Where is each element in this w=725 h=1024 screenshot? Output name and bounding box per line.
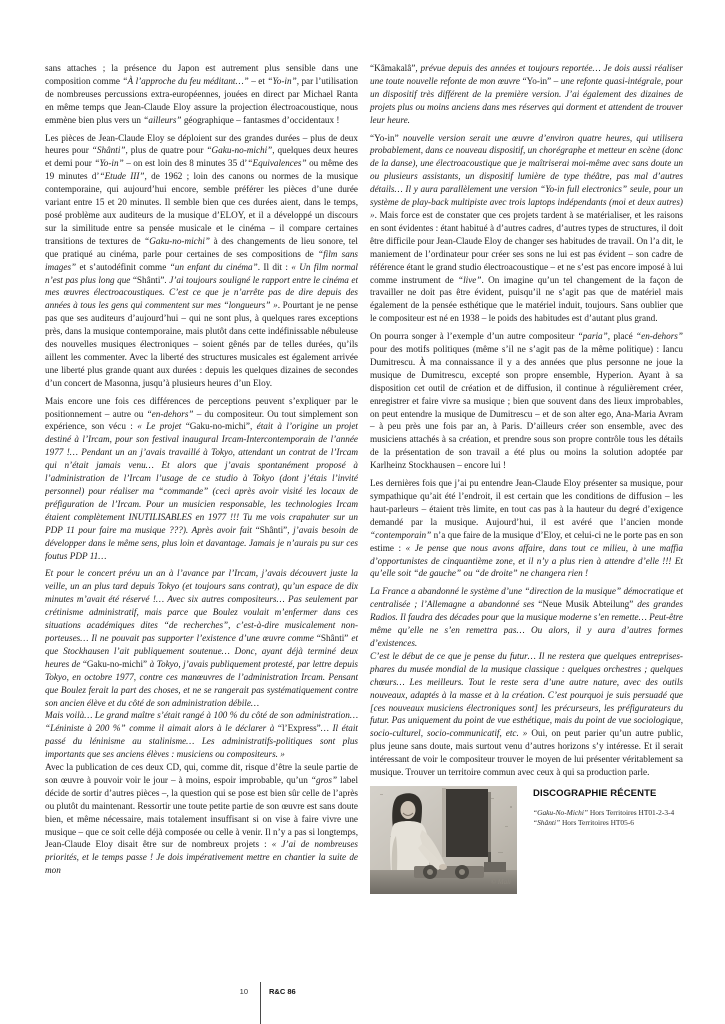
text-run: géographique – fantasmes d’occidentaux ! xyxy=(181,114,340,125)
article-column-right-text xyxy=(370,62,683,779)
text-run: “en-dehors” xyxy=(146,408,194,419)
paragraph xyxy=(45,567,358,709)
text-run: “Shânti” xyxy=(255,524,288,535)
discography-section xyxy=(533,786,674,829)
text-run: Et pour le concert prévu un an à l’avance par l’Ircam, j’avais découvert juste la veille, un an plus tard depuis Tokyo (et toujours sans contrat), qu’un espace de dix minutes m’avait été réservé !… Avec six autres compositeurs… Pas seulement par crétinisme administratif, mais parce que Boulez voulait m’enfermer dans ces situations académiques dites “de recherches”, c’est-à-dire musicalement non-porteuses… Il ne pouvait pas supporter l’existence d’une œuvre comme xyxy=(45,568,358,643)
discography-list xyxy=(533,808,674,829)
text-run: “gros” xyxy=(310,774,338,785)
paragraph xyxy=(370,330,683,472)
text-run: n’a que faire de la musique d’Eloy, et celui-ci ne le porte pas en son estime : xyxy=(370,529,683,553)
media-row xyxy=(370,786,683,894)
text-run: sans attaches ; la présence du Japon est autrement plus sensible dans une composition comme xyxy=(45,63,358,86)
text-run: « J’ai de nombreuses priorités, et le temps passe ! Je dois impérativement mettre en chantier la suite de mon xyxy=(45,839,358,876)
text-run: des grandes Radios. Il faudra des décades pour que la musique moderne s’en remette… Peut-être même qu’elle ne s’en remettra pas… Ou alors, il y aura d’autres formes d’existences. xyxy=(370,599,684,648)
discography-heading: DISCOGRAPHIE RÉCENTE xyxy=(533,787,657,799)
text-run: Mais encore une fois ces différences de perceptions peuvent s’expliquer par le positionnement – autre ou xyxy=(45,395,358,419)
text-run: . J’ai toujours souligné le rapport entre le cinéma et mes œuvres électroacoustiques. C’est ce que je n’arrête pas de dire depuis des années à tous les gens qui commentent sur mes “longueurs” » xyxy=(45,274,358,311)
text-run: . On imagine qu’un tel changement de la façon de travailler ne doit pas être évident, puisqu’il ne s’agit pas que de matériel mais également de la pensée esthétique que le matériel induit, toujours. Sans oublier que le compositeur est né en 1938 – le poids des habitudes est d’autant plus grand. xyxy=(370,274,683,324)
text-run: label décide de sortir d’autres pièces –, la question qui se pose est bien sûr celle de l’après ou plutôt du maintenant. Ressortir une toute petite partie de son œuvre est sans doute bien, et même nécessaire, mais totalement insuffisant si on vise à faire vivre une musique – que ce soit celle déjà composée ou celle à venir. Il n’y a pas si longtemps, Jean-Claude Eloy disait être sur de nombreux projets : xyxy=(45,774,358,850)
text-run: “Yo-in” xyxy=(267,75,297,86)
text-run: “un enfant du cinéma” xyxy=(169,261,258,272)
paragraph xyxy=(370,62,683,127)
text-run: Les dernières fois que j’ai pu entendre Jean-Claude Eloy présenter sa musique, pour sympathique qu’ait été l’endroit, il est certain que les conditions de diffusion – les haut-parleurs – étaient très limite, en tout cas pas à la hauteur du degré d’exigence demandé par la musique. Aujourd’hui, il est avéré que l’ancien monde xyxy=(370,478,683,527)
text-run: , par l’utilisation de nombreuses percussions extra-européennes, jouées en direct par Michael Ranta en même temps que Jean-Claude Eloy assure la projection électroacoustique, nous emmène bien plus vers un xyxy=(45,75,358,125)
text-run: et s’autodéfinit comme xyxy=(76,261,170,272)
text-run: “Gaku-no-michi” xyxy=(206,145,273,156)
text-run: “Gaku-no-michi” xyxy=(185,421,250,432)
article-column-right xyxy=(370,62,683,894)
paragraph xyxy=(370,585,683,650)
paragraph xyxy=(45,709,358,761)
text-run: “ailleurs” xyxy=(143,114,182,125)
text-run: – on est loin des 8 minutes 35 d’ xyxy=(123,158,248,169)
discography-item xyxy=(533,818,674,829)
text-run: “l’Express” xyxy=(277,723,321,734)
text-run: “Shânti” xyxy=(132,274,165,285)
text-run: “paria” xyxy=(577,331,608,342)
text-run: “Etude III” xyxy=(99,171,145,182)
text-run: C’est le début de ce que je pense du futur… Il ne restera que quelques entreprises-phares du musée mondial de la musique classique : quelques orchestres ; quelques chœurs… Les meilleurs. Tout le reste sera d’une autre nature, avec des outils nouveaux, adaptés à la masse et à la création. C’est pourquoi je suis persuadé que [ces nouveaux musiciens électroniques sont] les précurseurs, les préfigurateurs du futur. Pas uniquement du point de vue esthétique, mais du point de vue sociologique, socio-culturel, socio-communicatif, etc. » xyxy=(370,650,683,739)
discography-item xyxy=(533,808,674,819)
text-run: “Equivalences” xyxy=(247,158,307,169)
paragraph xyxy=(45,395,358,563)
text-run: On pourra songer à l’exemple d’un autre compositeur xyxy=(370,331,578,342)
text-run: , plus de quatre pour xyxy=(125,145,207,156)
text-run: “Neue Musik Abteilung” xyxy=(538,599,634,610)
footer-page-number: 10 xyxy=(239,987,248,996)
footer-journal-title: R&C 86 xyxy=(269,987,296,996)
paragraph xyxy=(370,477,683,580)
disco-item-title: “Shânti” xyxy=(533,818,562,828)
text-run: « Le projet xyxy=(137,421,186,432)
text-run: . Pourtant je ne pense pas que ses auditeurs d’aujourd’hui – qui ne sont plus, à quelques rares exceptions près, dans la musique contemporaine, mais plutôt dans cette indéfinissable nébuleuse des nouvelles musiques électroniques – soient gênés par de telles durées, qu’ils aillent les commenter. Avec la liberté des structures musicales est également arrivée une liberté plus grande quant aux durées : depuis les quelques dizaines de secondes d’un concert de Masonna, jusqu’à plusieurs heures d’un Eloy. xyxy=(45,300,358,388)
text-run: – et xyxy=(248,75,268,86)
text-run: à des changements de lieu sonore, tel que pratiqué au cinéma, parle pour certaines de ses compositions de xyxy=(45,235,358,259)
text-run: , de 1962 ; loin des canons ou normes de la musique contemporaine, qui aujourd’hui encore, semble préférer les pièces d’une durée variant entre 15 et 20 minutes. Il semble bien que ces durées aient, dans le temps, posé problème aux auditeurs de la musique d’ELOY, et il a développé un discours sur la similitude entre sa pensée musicale et le cinéma – il compare certaines transitions de textures de xyxy=(45,171,358,246)
text-run: . Il dit : xyxy=(257,261,292,272)
photo xyxy=(370,786,517,894)
text-run: “Yo-in” xyxy=(94,158,124,169)
text-run: “Kâmakalâ” xyxy=(370,63,416,73)
text-run: à Tokyo, j’avais publiquement protesté, par lettre depuis Tokyo, en octobre 1977, contre ces manœuvres de l’administration Ircam. Pensant que Boulez ferait la part des choses, et ne se rangerait pas systématiquement contre son ancien élève et du côté de son administration débile… xyxy=(45,658,358,708)
paragraph xyxy=(370,132,683,326)
text-run: Mais voilà… Le grand maître s’était rangé à 100 % du côté de son administration… “Léniniste à 200 %” comme il aimait alors à le déclarer à xyxy=(45,710,358,734)
text-run: , était à l’origine un projet destiné à l’Ircam, pour son festival inaugural Ircam-Intercontemporain de l’année 1977 !… Pendant un an j’avais travaillé à Tokyo, attendant un contrat de l’Ircam qui n’était jamais venu… Et alors que j’avais spontanément proposé à l’administration de l’Ircam l’usage de ce studio à Tokyo (dont j’étais l’invité personnel) pour réaliser ma “commande” (ceci après avoir visité les locaux de préfiguration de l’Ircam. Pour un musicien responsable, les technologies Ircam étaient complètement INUTILISABLES en 1977 !!! Tu me vois crapahuter sur un PDP 11 pour faire ma musique ???). Après avoir fait xyxy=(45,421,358,535)
text-run: “Shânti” xyxy=(91,145,126,156)
text-run: « Je pense que nous avons affaire, dans tout ce milieu, à une maffia d’opportunistes de cinquantième zone, et il n’y a plus rien à attendre d’elle !!! Et qu’elle soit “de gauche” ou “de droite” ne changera rien ! xyxy=(370,542,683,579)
text-run: « Un film normal n’est pas plus long que xyxy=(45,261,358,285)
text-run: – une refonte quasi-intégrale, pour un dispositif très différent de la première version. J’ai également des dizaines de projets plus ou moins anciens dans mes réserves qui dorment et attendent de trouver leur heure. xyxy=(370,75,683,125)
text-run: . Mais force est de constater que ces projets tardent à se matérialiser, et les raisons en sont évidentes : étant habitué à d’autres cadres, d’autres types de structures, il doit être difficile pour Jean-Claude Eloy de changer ses habitudes de travail. On l’a dit, le maniement de l’ordinateur pour créer ses sons ne lui est pas évident – son cadre de référence étant le grand studio électroacoustique – et ne s’est pas encore imposé à lui comme instrument de xyxy=(370,209,683,285)
text-run: , prévue depuis des années et toujours reportée… Je dois aussi réaliser une toute nouvelle refonte de mon œuvre xyxy=(370,63,683,86)
paragraph xyxy=(370,650,683,779)
footer-divider xyxy=(260,982,261,1024)
article-column-left xyxy=(45,62,358,967)
photo-credit: © Mali xyxy=(490,878,511,887)
text-run: “À l’approche du feu méditant…” xyxy=(122,75,249,86)
paragraph xyxy=(45,62,358,127)
text-run: , j’avais besoin de développer dans le même sens, plus loin et davantage. Jamais je n’aurais pu sur ces foutus PDP 11… xyxy=(45,524,358,561)
text-run: nouvelle version serait une œuvre d’environ quatre heures, qui utilisera probablement, dans ce nouveau dispositif, un chorégraphe et metteur en scène (donc de la danse), une électroacoustique que je maîtriserai moi-même avec sans doute un ou plusieurs assistants, un dispositif lumière de type théâtre, pas mal d’autres détails… Il y aura parallèlement une version “Yo-in full electronics” seule, pour un système de play-back multipiste avec trois laptops indépendants (moi et deux autres) » xyxy=(370,132,683,220)
text-run: ou même des 19 minutes d’ xyxy=(45,158,358,182)
text-run: “Shânti” xyxy=(316,632,349,643)
text-run: “Gaku-no-michi” xyxy=(82,658,148,669)
paragraph xyxy=(45,761,358,877)
paragraph xyxy=(45,132,358,390)
text-run: “contemporain” xyxy=(370,529,432,540)
text-run: Oui, on peut parier qu’un autre public, plus jeune sans doute, mais surtout venu d’autres horizons s’y intéresse. Et il serait intéressant de voir le compositeur trouver le moyen de lui présenter véritablement sa musique. Trouver un territoire commun avec ceux à qui sa production parle. xyxy=(370,728,683,778)
text-run: et que Stockhausen l’ait publiquement soutenue… Donc, ayant déjà terminé deux heures de xyxy=(45,632,358,669)
text-run: , placé xyxy=(607,331,637,342)
disco-item-label: Hors Territoires HT05-6 xyxy=(561,818,634,828)
disco-item-label: Hors Territoires HT01-2-3-4 xyxy=(589,807,675,817)
text-run: “Yo-in” xyxy=(522,75,552,86)
text-run: “film sans images” xyxy=(45,248,358,272)
text-run: … Il était passé du léninisme au stalinisme… Les administratifs-politiques sont plus importants que ses anciens élèves : musiciens ou compositeurs. » xyxy=(45,723,358,760)
text-run: “en-dehors” xyxy=(636,331,683,342)
text-run: , quelques deux heures et demi pour xyxy=(45,145,358,169)
text-run: Avec la publication de ces deux CD, qui, comme dit, risque d’être la seule partie de son œuvre à pouvoir voir le jour – à moins, espoir improbable, qu’un xyxy=(45,762,358,785)
text-run: pour des motifs politiques (même s’il ne s’agit pas de la même politique) : Iancu Dumitrescu. À ma connaissance il y a des années que plus personne ne joue la musique de Dumitrescu, excepté son propre ensemble, Hyperion. Ayant à sa disposition cet outil de création et de diffusion, il continue à régulièrement créer, enregistrer et faire vivre sa musique ; bien que souvent dans des lieux improbables, on peut entendre la musique de Dumitrescu – et de son alter ego, Ana-Maria Avram – à peu près une fois par an, à Paris. D’ailleurs créer son ensemble, avec des musiciens attachés à sa création, et prendre sous son propre contrôle tous les détails de la présentation de son travail a été plus ou moins la solution adoptée par Karlheinz Stockhausen – encore lui ! xyxy=(370,344,683,471)
disco-item-title: “Gaku-No-Michi” xyxy=(533,807,590,817)
text-run: La France a abandonné le système d’une “direction de la musique” démocratique et centralisée ; l’Allemagne a abandonné ses xyxy=(370,586,683,610)
text-run: “Gaku-no-michi” xyxy=(144,235,210,246)
text-run: “Yo-in” xyxy=(370,132,399,143)
text-run: Les pièces de Jean-Claude Eloy se déploient sur des grandes durées – plus de deux heures pour xyxy=(45,132,358,156)
text-run: “live” xyxy=(458,274,482,285)
text-run: – du compositeur. Ou tout simplement son expérience, son vécu : xyxy=(45,408,358,432)
